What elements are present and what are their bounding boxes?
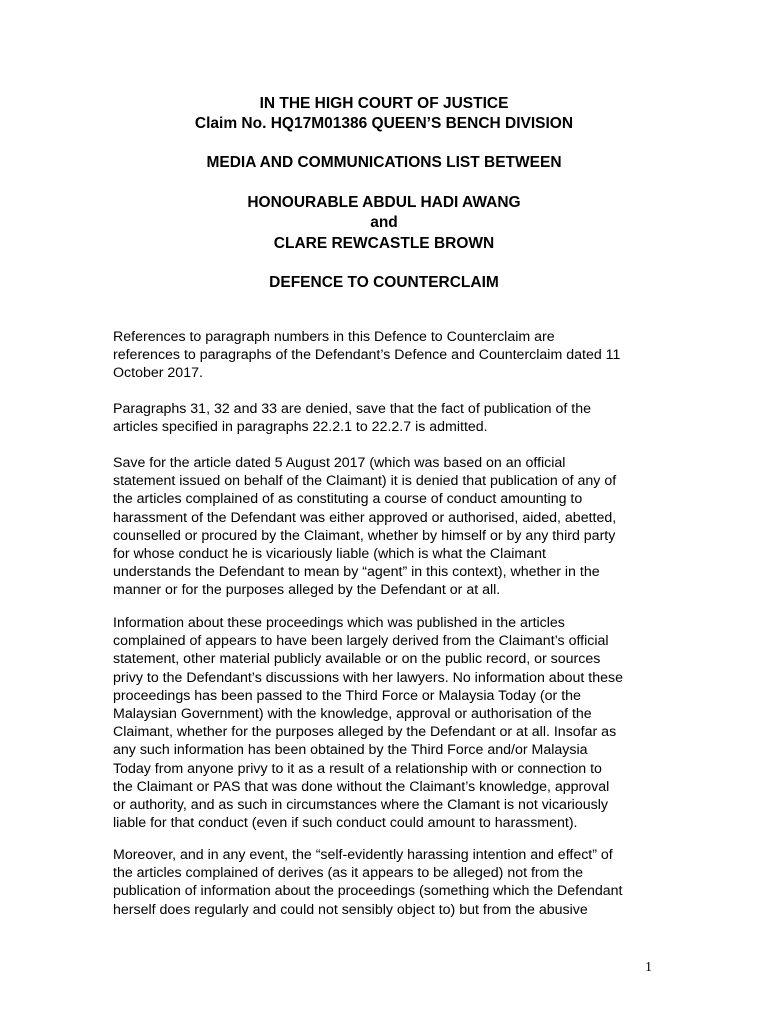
paragraph-line: References to paragraph numbers in this Defence to Counterclaim are	[113, 329, 555, 345]
paragraph-line: privy to the Defendant’s discussions with her lawyers. No information about these	[113, 669, 623, 686]
paragraph-line: references to paragraphs of the Defendant’s Defence and Counterclaim dated 11	[113, 347, 621, 364]
heading-list: MEDIA AND COMMUNICATIONS LIST BETWEEN	[206, 154, 562, 171]
paragraph-line: Malaysian Government) with the knowledge, approval or authorisation of the	[113, 706, 592, 723]
paragraph-line: understands the Defendant to mean by “agent” in this context), whether in the	[113, 564, 600, 581]
heading-court: IN THE HIGH COURT OF JUSTICE	[259, 95, 509, 112]
paragraph-line: Information about these proceedings which was published in the articles	[113, 615, 565, 631]
paragraph-line: manner or for the purposes alleged by the Defendant or at all.	[113, 582, 501, 599]
paragraph-line: harassment of the Defendant was either approved or authorised, aided, abetted,	[113, 509, 617, 526]
heading-and: and	[370, 214, 398, 231]
paragraph-line: any such information has been obtained by the Third Force and/or Malaysia	[113, 742, 588, 759]
paragraph-line: the articles complained of as constituting a course of conduct amounting to	[113, 491, 583, 508]
heading-claim-number: Claim No. HQ17M01386 QUEEN’S BENCH DIVISION	[194, 115, 574, 132]
paragraph-line: articles specified in paragraphs 22.2.1 to 22.2.7 is admitted.	[113, 419, 488, 436]
paragraph-line: publication of information about the proceedings (something which the Defendant	[113, 883, 623, 900]
paragraph-line: for whose conduct he is vicariously liable (which is what the Claimant	[113, 546, 546, 563]
paragraph-line: counselled or procured by the Claimant, whether by himself or by any third party	[113, 527, 616, 544]
paragraph-line: herself does regularly and could not sensibly object to) but from the abusive	[113, 901, 588, 918]
paragraph-line: liable for that conduct (even if such conduct could amount to harassment).	[113, 815, 578, 832]
paragraph-4	[113, 614, 658, 832]
paragraph-line: statement issued on behalf of the Claimant) it is denied that publication of any of	[113, 473, 617, 490]
paragraph-line: the articles complained of derives (as it appears to be alleged) not from the	[113, 865, 584, 882]
heading-claimant: HONOURABLE ABDUL HADI AWANG	[247, 194, 521, 211]
document-title: DEFENCE TO COUNTERCLAIM	[269, 274, 499, 291]
paragraph-1	[113, 328, 658, 383]
paragraph-line: October 2017.	[113, 365, 203, 382]
paragraph-line: Moreover, and in any event, the “self-evidently harassing intention and effect” of	[113, 847, 613, 863]
paragraph-line: Today from anyone privy to it as a result of a relationship with or connection to	[113, 760, 602, 777]
paragraph-line: or authority, and as such in circumstances where the Clamant is not vicariously	[113, 797, 608, 814]
heading-defendant: CLARE REWCASTLE BROWN	[273, 235, 495, 252]
paragraph-line: the Claimant or PAS that was done without the Claimant’s knowledge, approval	[113, 778, 610, 795]
paragraph-line: complained of appears to have been largely derived from the Claimant’s official	[113, 633, 609, 650]
page-number: 1	[645, 960, 652, 975]
paragraph-5	[113, 846, 658, 919]
paragraph-2	[113, 400, 658, 436]
paragraph-line: statement, other material publicly available or on the public record, or sources	[113, 651, 601, 668]
paragraph-line: Paragraphs 31, 32 and 33 are denied, save that the fact of publication of the	[113, 401, 591, 417]
paragraph-3	[113, 454, 658, 600]
paragraph-line: Save for the article dated 5 August 2017 (which was based on an official	[113, 455, 566, 471]
paragraph-line: proceedings has been passed to the Third Force or Malaysia Today (or the	[113, 687, 581, 704]
paragraph-line: Claimant, whether for the purposes alleged by the Defendant or at all. Insofar as	[113, 724, 617, 741]
